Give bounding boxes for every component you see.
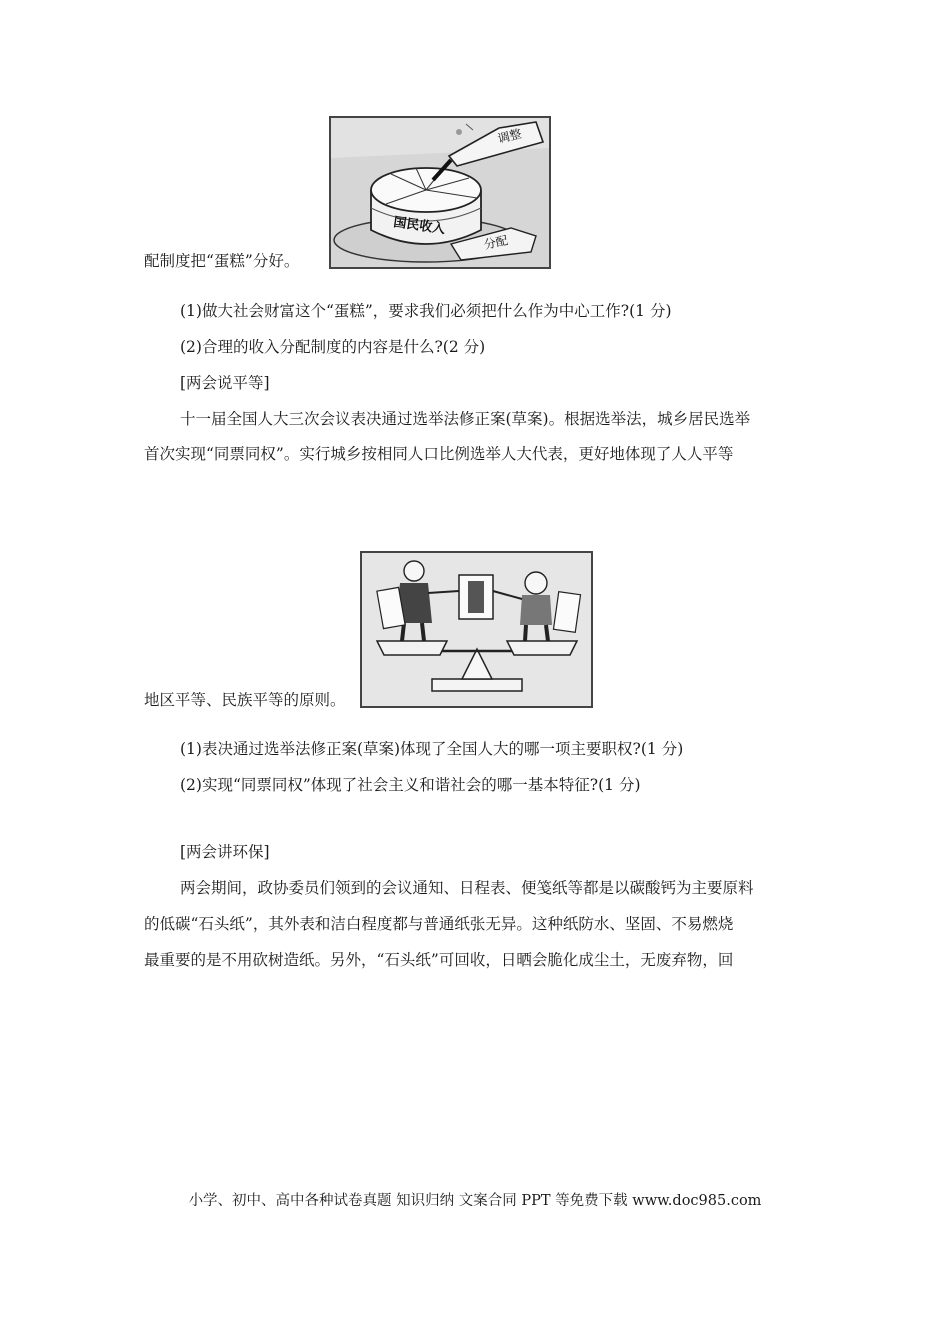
question-2-1: (1)表决通过选举法修正案(草案)体现了全国人大的哪一项主要职权?(1 分)	[180, 740, 684, 758]
page-footer: 小学、初中、高中各种试卷真题 知识归纳 文案合同 PPT 等免费下载 www.doc985.com	[188, 1193, 762, 1209]
environment-paragraph-line-3: 最重要的是不用砍树造纸。另外，“石头纸”可回收，日晒会脆化成尘土，无废弃物，回	[144, 951, 734, 969]
section-heading-equality: [两会说平等]	[180, 374, 270, 392]
cake-label: 国民收入	[392, 215, 447, 238]
equality-paragraph-line-3: 地区平等、民族平等的原则。	[144, 691, 346, 709]
question-1-2: (2)合理的收入分配制度的内容是什么?(2 分)	[180, 338, 486, 356]
equal-votes-scale-cartoon	[360, 551, 593, 708]
question-2-2: (2)实现“同票同权”体现了社会主义和谐社会的哪一基本特征?(1 分)	[180, 776, 641, 794]
cake-intro-line: 配制度把“蛋糕”分好。	[144, 252, 300, 270]
distribution-tag-label: 分配	[482, 233, 510, 252]
equality-paragraph-line-2: 首次实现“同票同权”。实行城乡按相同人口比例选举人大代表，更好地体现了人人平等	[144, 445, 734, 463]
national-income-cake-cartoon	[329, 116, 551, 269]
environment-paragraph-line-2: 的低碳“石头纸”，其外表和洁白程度都与普通纸张无异。这种纸防水、坚固、不易燃烧	[144, 915, 734, 933]
tube-label: 调整	[496, 126, 524, 146]
section-heading-environment: [两会讲环保]	[180, 843, 270, 861]
question-1-1: (1)做大社会财富这个“蛋糕”，要求我们必须把什么作为中心工作?(1 分)	[180, 302, 672, 320]
equality-paragraph-line-1: 十一届全国人大三次会议表决通过选举法修正案(草案)。根据选举法，城乡居民选举	[180, 410, 751, 428]
environment-paragraph-line-1: 两会期间，政协委员们领到的会议通知、日程表、便笺纸等都是以碳酸钙为主要原料	[180, 879, 754, 897]
